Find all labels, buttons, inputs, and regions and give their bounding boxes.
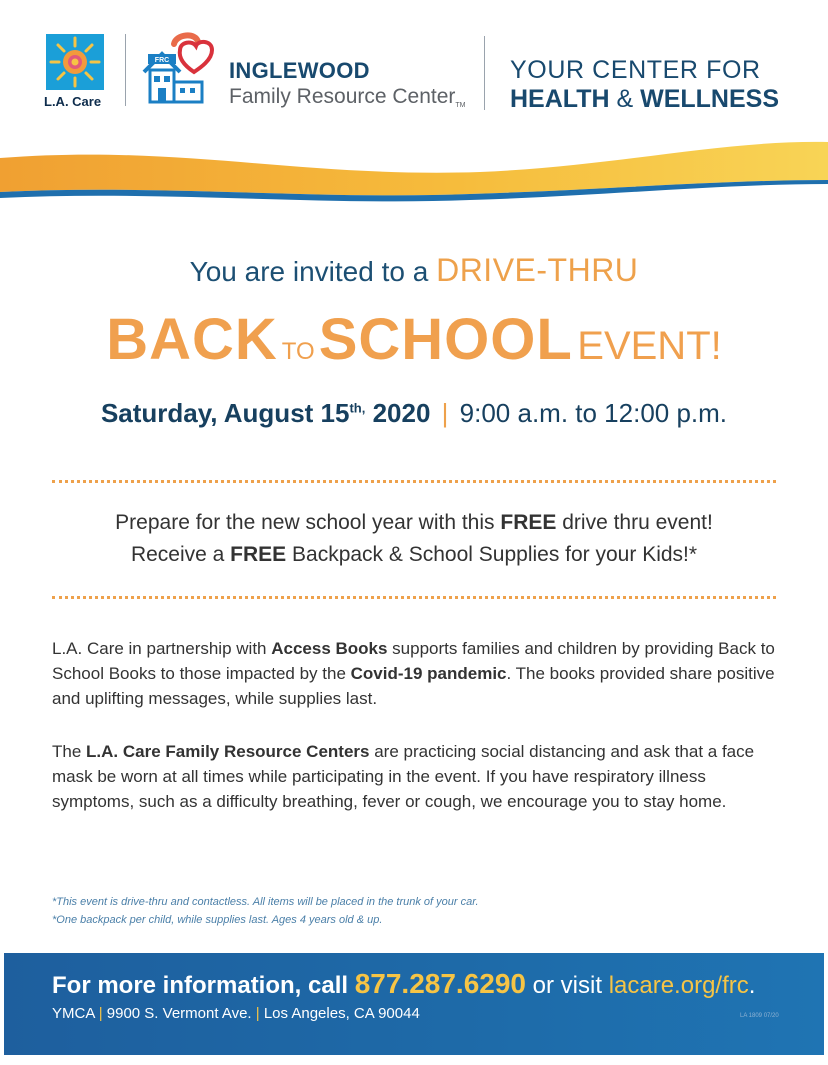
event-date: Saturday, August 15 <box>100 398 350 428</box>
website-link[interactable]: lacare.org/frc <box>608 972 749 999</box>
drive-thru-label: DRIVE-THRU <box>436 252 639 288</box>
info-period: . <box>748 972 756 999</box>
promo-line-1 <box>0 507 828 539</box>
info-text: For more information, call <box>52 972 355 999</box>
phone-number[interactable]: 877.287.6290 <box>354 968 526 999</box>
footnote-1: *This event is drive-thru and contactless. All items will be placed in the trunk of your car. <box>52 896 479 908</box>
event-year: 2020 <box>365 398 431 428</box>
frc-subtitle <box>229 85 466 109</box>
info-visit: or visit <box>526 972 609 999</box>
dotted-divider-2 <box>52 596 776 599</box>
invite-line <box>0 252 828 289</box>
invite-text: You are invited to a <box>189 256 437 287</box>
promo-free-1: FREE <box>500 511 557 534</box>
tagline-health: HEALTH <box>510 85 610 113</box>
document-code: LA 1809 07/20 <box>740 1013 779 1019</box>
header-divider <box>125 34 126 106</box>
date-suffix: th, <box>349 400 366 416</box>
frc-name: INGLEWOOD <box>229 58 370 83</box>
p2-text-c: are practicing social distancing and ask that a face mask be worn at all times while participating in the event. If you have respiratory illness symptoms, such as a difficulty breathing, fever or cough, we encourage you to stay home. <box>52 742 755 811</box>
event-title <box>0 306 828 373</box>
address-sep-2: | <box>255 1005 260 1022</box>
footnote-2: *One backpack per child, while supplies last. Ages 4 years old & up. <box>52 914 383 926</box>
title-to: TO <box>281 338 315 365</box>
access-books: Access Books <box>271 639 388 658</box>
tagline-amp: & <box>609 85 641 113</box>
tagline-line-1: YOUR CENTER FOR <box>510 56 761 84</box>
promo-line-2 <box>0 539 828 571</box>
address-city: Los Angeles, CA 90044 <box>263 1005 420 1022</box>
promo-l2c: Backpack & School Supplies for your Kids!* <box>286 543 698 566</box>
lacare-label: L.A. Care <box>44 94 102 109</box>
p1-text-c: supports families and children by providing Back to School Books to those impacted by the <box>52 639 775 683</box>
title-back: BACK <box>106 307 278 372</box>
body-paragraph-2 <box>52 739 782 814</box>
address-line <box>52 1005 420 1022</box>
event-time: 9:00 a.m. to 12:00 p.m. <box>459 398 728 428</box>
covid-label: Covid-19 pandemic <box>350 664 507 683</box>
title-event: EVENT! <box>577 324 722 368</box>
frc-centers-label: L.A. Care Family Resource Centers <box>86 742 370 761</box>
promo-l1a: Prepare for the new school year with this <box>115 511 501 534</box>
frc-subtitle-text: Family Resource Center <box>229 85 456 108</box>
title-school: SCHOOL <box>318 307 573 372</box>
frc-house-heart-icon <box>140 32 224 108</box>
tagline-wellness: WELLNESS <box>640 85 780 113</box>
contact-info <box>52 968 755 1000</box>
event-date-time <box>0 398 828 429</box>
tagline-line-2 <box>510 85 779 114</box>
dotted-divider <box>52 480 776 483</box>
promo-free-2: FREE <box>230 543 287 566</box>
header-divider-2 <box>484 36 485 110</box>
lacare-sun-logo-icon <box>46 34 104 90</box>
address-sep-1: | <box>98 1005 103 1022</box>
trademark: TM <box>455 102 466 109</box>
p1-text-a: L.A. Care in partnership with <box>52 639 272 658</box>
body-paragraph-1 <box>52 636 782 711</box>
address-ymca: YMCA <box>52 1005 95 1022</box>
promo-l2a: Receive a <box>130 543 231 566</box>
promo-l1c: drive thru event! <box>556 511 713 534</box>
address-street: 9900 S. Vermont Ave. <box>106 1005 252 1022</box>
date-separator: | <box>441 398 449 428</box>
p2-text-a: The <box>52 742 87 761</box>
promo-text <box>0 507 828 571</box>
frc-badge: FRC <box>154 57 170 64</box>
decorative-wave-banner <box>0 138 828 218</box>
p1-text-e: . The books provided share positive and uplifting messages, while supplies last. <box>52 664 775 708</box>
